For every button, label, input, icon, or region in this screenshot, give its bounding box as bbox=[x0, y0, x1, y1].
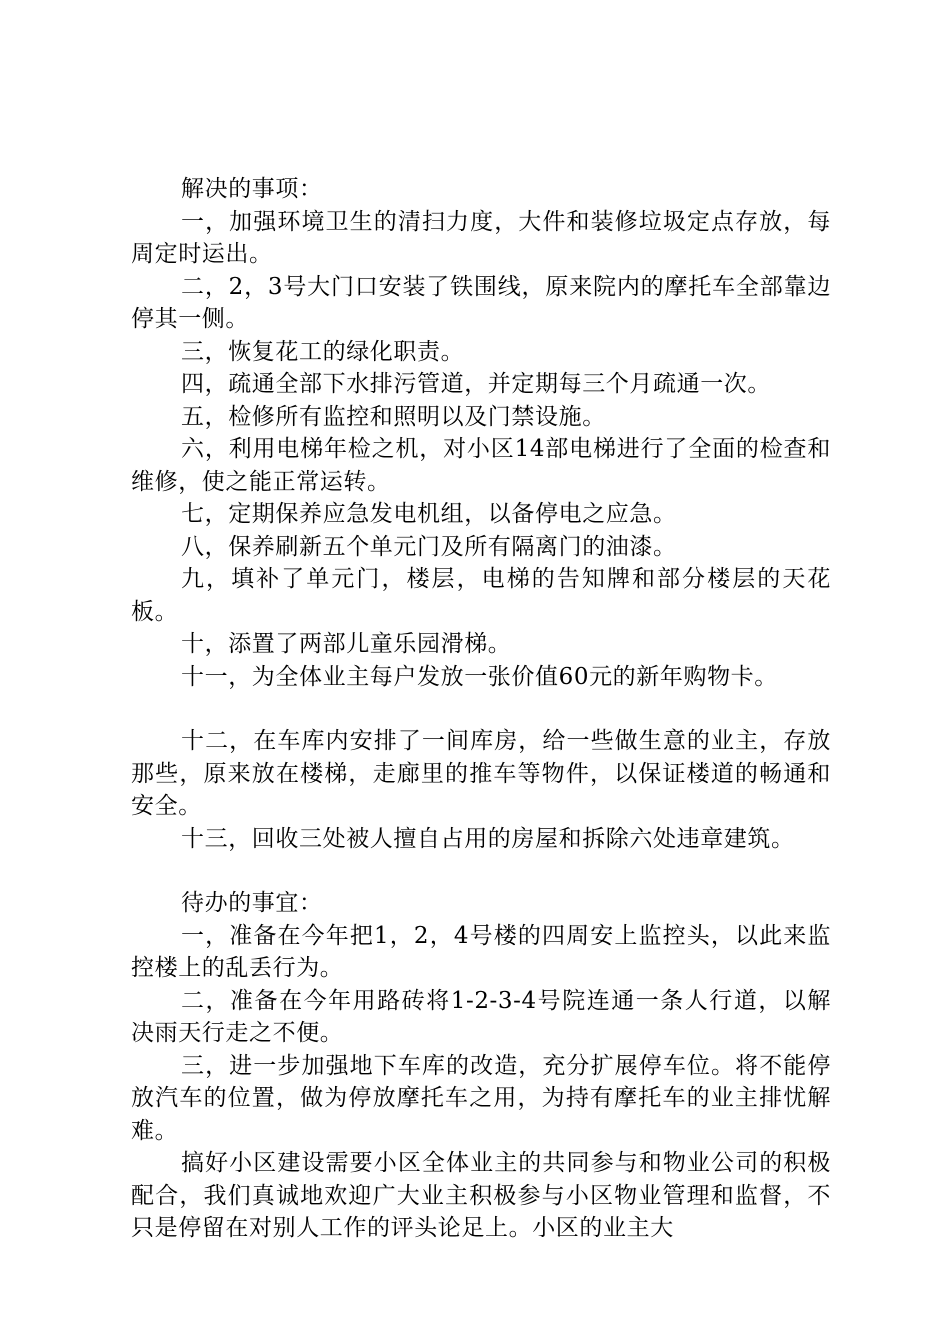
resolved-heading: 解决的事项： bbox=[181, 176, 323, 202]
section-spacer bbox=[131, 855, 831, 887]
resolved-item-13: 十三，回收三处被人擅自占用的房屋和拆除六处违章建筑。 bbox=[181, 825, 795, 852]
resolved-item-4: 四，疏通全部下水排污管道，并定期每三个月疏通一次。 bbox=[181, 371, 771, 397]
resolved-item-8: 八，保养刷新五个单元门及所有隔离门的油漆。 bbox=[181, 533, 677, 560]
pending-heading: 待办的事宜： bbox=[181, 890, 323, 916]
resolved-item-12: 十二，在车库内安排了一间库房，给一些做生意的业主，存放那些，原来放在楼梯，走廊里的推车等物件，以保证楼道的畅通和安全。 bbox=[131, 728, 831, 819]
resolved-item-11: 十一，为全体业主每户发放一张价值60元的新年购物卡。 bbox=[181, 663, 778, 690]
resolved-item-2: 二，2，3号大门口安装了铁围线，原来院内的摩托车全部靠边停其一侧。 bbox=[131, 273, 831, 332]
resolved-item-9: 九，填补了单元门，楼层，电梯的告知牌和部分楼层的天花板。 bbox=[131, 566, 831, 625]
resolved-item-10: 十，添置了两部儿童乐园滑梯。 bbox=[181, 631, 512, 657]
resolved-item-5: 五，检修所有监控和照明以及门禁设施。 bbox=[181, 403, 606, 430]
pending-item-2: 二，准备在今年用路砖将1-2-3-4号院连通一条人行道，以解决雨天行走之不便。 bbox=[131, 987, 831, 1046]
resolved-item-3: 三，恢复花工的绿化职责。 bbox=[181, 338, 465, 365]
paragraph-spacer bbox=[131, 693, 831, 725]
resolved-item-7: 七，定期保养应急发电机组，以备停电之应急。 bbox=[181, 501, 677, 527]
document-body bbox=[131, 173, 831, 1245]
closing-paragraph: 搞好小区建设需要小区全体业主的共同参与和物业公司的积极配合，我们真诚地欢迎广大业主积极参与小区物业管理和监督，不只是停留在对别人工作的评头论足上。小区的业主大 bbox=[131, 1150, 831, 1241]
pending-item-1: 一，准备在今年把1，2，4号楼的四周安上监控头，以此来监控楼上的乱丢行为。 bbox=[131, 922, 831, 981]
resolved-item-1: 一，加强环境卫生的清扫力度，大件和装修垃圾定点存放，每周定时运出。 bbox=[131, 208, 831, 267]
resolved-item-6: 六，利用电梯年检之机，对小区14部电梯进行了全面的检查和维修，使之能正常运转。 bbox=[131, 436, 831, 495]
pending-item-3: 三，进一步加强地下车库的改造，充分扩展停车位。将不能停放汽车的位置，做为停放摩托车之用，为持有摩托车的业主排忧解难。 bbox=[131, 1052, 831, 1144]
